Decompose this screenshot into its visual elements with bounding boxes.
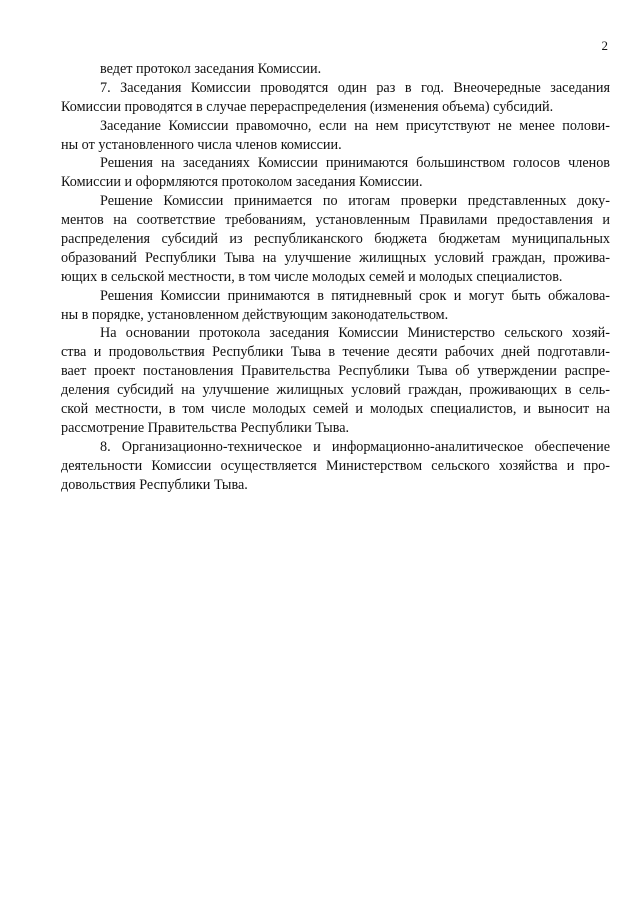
text-line: 7. Заседания Комиссии проводятся один раз в год. Внеочередные заседания bbox=[100, 79, 610, 96]
text-line: Заседание Комиссии правомочно, если на нем присутствуют не менее полови- bbox=[100, 117, 610, 134]
text-line: ющих в сельской местности, в том числе молодых семей и молодых специалистов. bbox=[61, 268, 563, 285]
text-line: ства и продовольствия Республики Тыва в течение десяти рабочих дней подготавли- bbox=[61, 344, 610, 361]
text-line: ментов на соответствие требованиям, установленным Правилами предоставления и bbox=[61, 212, 610, 229]
text-line: На основании протокола заседания Комиссии Министерство сельского хозяй- bbox=[100, 325, 610, 342]
text-line: Комиссии и оформляются протоколом заседания Комиссии. bbox=[61, 174, 423, 191]
text-line: довольствия Республики Тыва. bbox=[61, 476, 248, 493]
text-line: ны в порядке, установленном действующим законодательством. bbox=[61, 306, 449, 323]
text-line: ской местности, в том числе молодых семей и молодых специалистов, и выносит на bbox=[61, 401, 610, 418]
text-line: Комиссии проводятся в случае перераспределения (изменения объема) субсидий. bbox=[61, 98, 554, 115]
text-line: ведет протокол заседания Комиссии. bbox=[100, 61, 322, 77]
text-line: образований Республики Тыва на улучшение жилищных условий граждан, прожива- bbox=[61, 249, 610, 266]
text-line: ны от установленного числа членов комиссии. bbox=[61, 136, 342, 153]
text-line: деятельности Комиссии осуществляется Министерством сельского хозяйства и про- bbox=[61, 457, 610, 474]
page-number: 2 bbox=[601, 38, 608, 53]
text-line: Решения Комиссии принимаются в пятидневный срок и могут быть обжалова- bbox=[100, 287, 610, 304]
text-line: деления субсидий на улучшение жилищных условий граждан, проживающих в сель- bbox=[61, 382, 610, 399]
document-body bbox=[61, 60, 610, 494]
text-line: распределения субсидий из республиканского бюджета бюджетам муниципальных bbox=[61, 231, 610, 248]
text-line: рассмотрение Правительства Республики Тыва. bbox=[61, 419, 350, 436]
text-line: вает проект постановления Правительства Республики Тыва об утверждении распре- bbox=[61, 363, 610, 380]
text-line: Решения на заседаниях Комиссии принимаются большинством голосов членов bbox=[100, 155, 610, 172]
text-line: 8. Организационно-техническое и информационно-аналитическое обеспечение bbox=[100, 438, 610, 455]
text-line: Решение Комиссии принимается по итогам проверки представленных доку- bbox=[100, 193, 610, 210]
